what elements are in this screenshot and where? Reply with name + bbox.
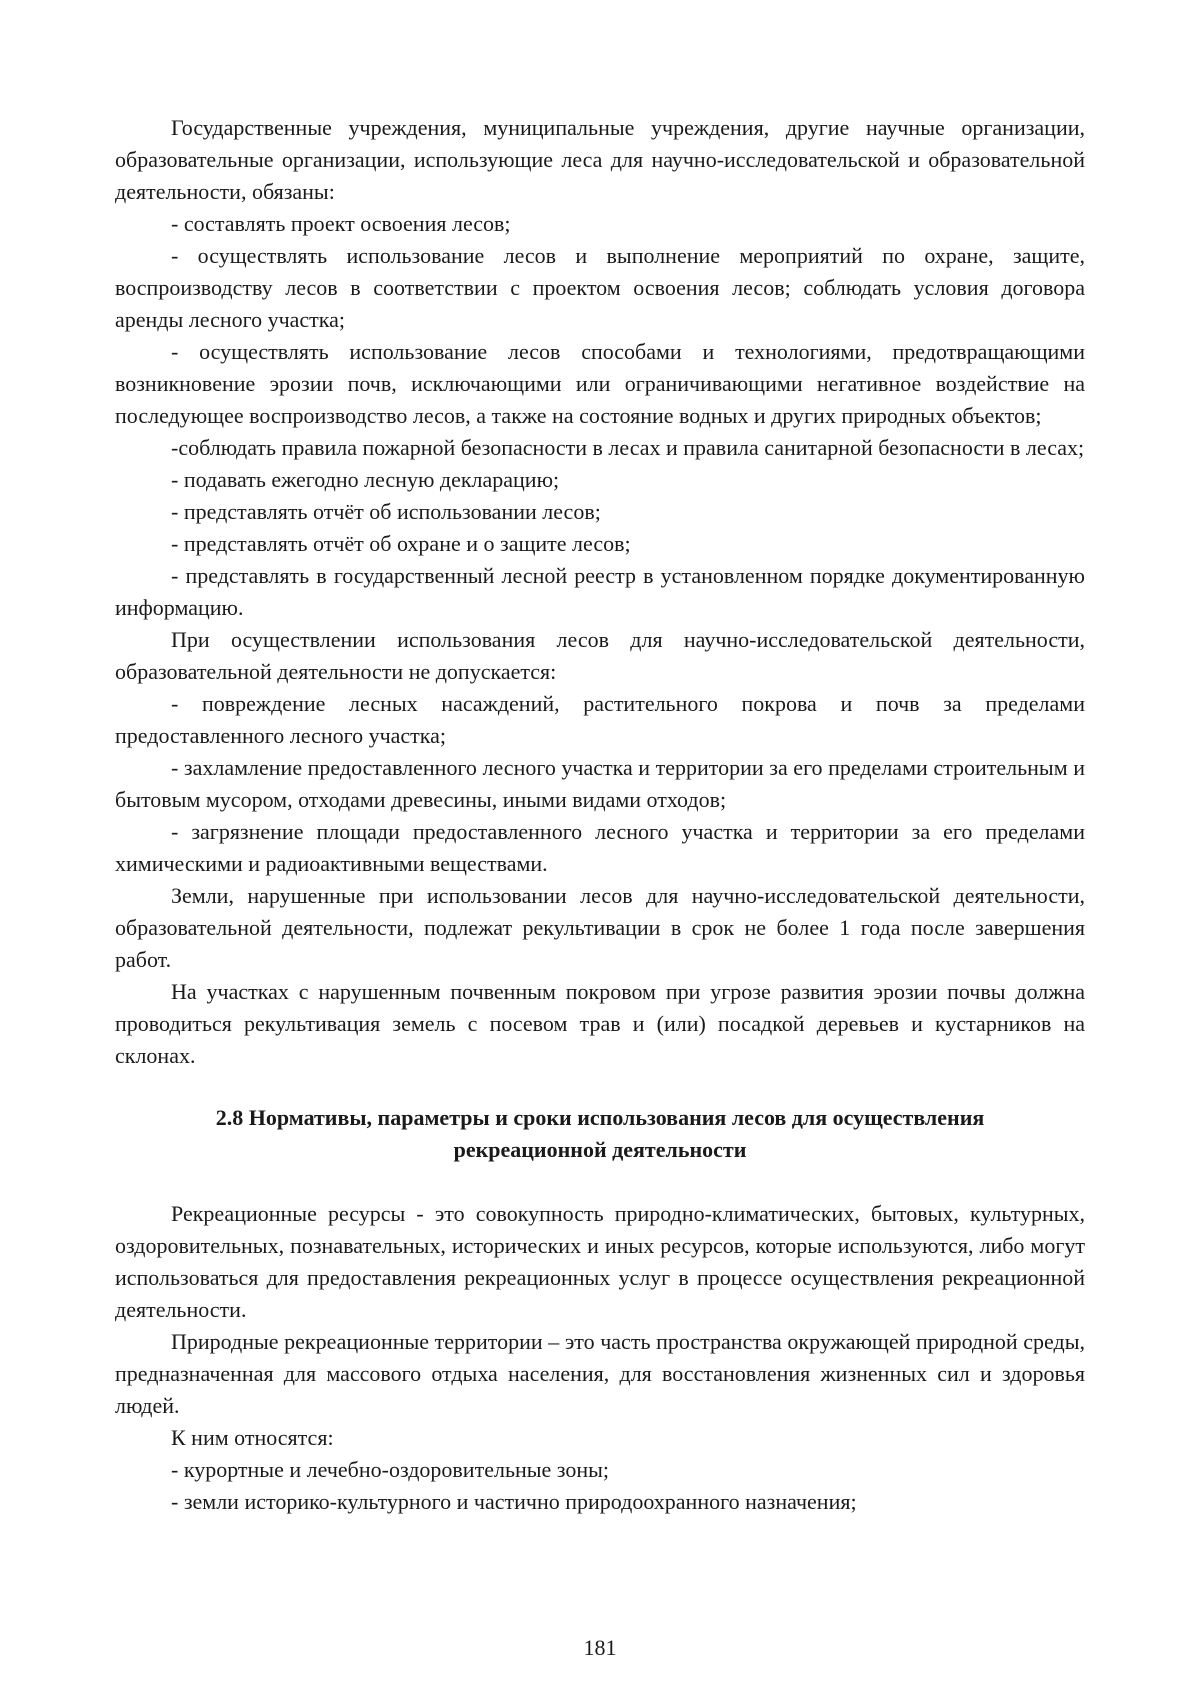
duty-item: - осуществлять использование лесов и выполнение мероприятий по охране, защите, воспроизводству лесов в соответствии с проектом освоения лесов; соблюдать условия договора аренды лесного участка; <box>115 243 1085 332</box>
list-intro-paragraph: К ним относятся: <box>171 1425 334 1450</box>
prohibited-intro-paragraph: При осуществлении использования лесов для научно-исследовательской деятельности, образовательной деятельности не допускается: <box>115 627 1085 684</box>
resources-paragraph: Рекреационные ресурсы - это совокупность природно-климатических, бытовых, культурных, оздоровительных, познавательных, исторических и иных ресурсов, которые используются, либо могут использоваться для предоставления рекреационных услуг в процессе осуществления рекреационной деятельности. <box>115 1201 1085 1322</box>
erosion-paragraph: На участках с нарушенным почвенным покровом при угрозе развития эрозии почвы должна проводиться рекультивация земель с посевом трав и (или) посадкой деревьев и кустарников на склонах. <box>115 979 1085 1068</box>
duty-item: - представлять в государственный лесной реестр в установленном порядке документированную информацию. <box>115 563 1085 620</box>
territories-paragraph: Природные рекреационные территории – это часть пространства окружающей природной среды, предназначенная для массового отдыха населения, для восстановления жизненных сил и здоровья людей. <box>115 1329 1085 1418</box>
duty-item: -соблюдать правила пожарной безопасности в лесах и правила санитарной безопасности в лесах; <box>171 435 1085 460</box>
duty-item: - представлять отчёт об охране и о защите лесов; <box>171 531 631 556</box>
prohibited-item: - повреждение лесных насаждений, растительного покрова и почв за пределами предоставленного лесного участка; <box>115 691 1085 748</box>
list-item: - земли историко-культурного и частично природоохранного назначения; <box>171 1489 857 1514</box>
prohibited-item: - захламление предоставленного лесного участка и территории за его пределами строительным и бытовым мусором, отходами древесины, иными видами отходов; <box>115 755 1085 812</box>
intro-paragraph: Государственные учреждения, муниципальные учреждения, другие научные организации, образовательные организации, использующие леса для научно-исследовательской и образовательной деятельности, обязаны: <box>115 115 1085 204</box>
section-heading-line-1: 2.8 Нормативы, параметры и сроки использования лесов для осуществления <box>215 1105 985 1130</box>
list-item: - курортные и лечебно-оздоровительные зоны; <box>171 1457 610 1482</box>
reclamation-paragraph: Земли, нарушенные при использовании лесов для научно-исследовательской деятельности, образовательной деятельности, подлежат рекультивации в срок не более 1 года после завершения работ. <box>115 883 1085 972</box>
duty-item: - составлять проект освоения лесов; <box>171 211 511 236</box>
duty-item: - осуществлять использование лесов способами и технологиями, предотвращающими возникновение эрозии почв, исключающими или ограничивающими негативное воздействие на последующее воспроизводство лесов, а также на состояние водных и других природных объектов; <box>115 339 1085 428</box>
duty-item: - подавать ежегодно лесную декларацию; <box>171 467 560 492</box>
duty-item: - представлять отчёт об использовании лесов; <box>171 499 601 524</box>
section-heading-line-2: рекреационной деятельности <box>453 1137 747 1162</box>
prohibited-item: - загрязнение площади предоставленного лесного участка и территории за его пределами химическими и радиоактивными веществами. <box>115 819 1085 876</box>
document-page <box>115 112 1085 1518</box>
section-heading <box>115 1102 1085 1166</box>
page-number: 181 <box>583 1635 617 1660</box>
